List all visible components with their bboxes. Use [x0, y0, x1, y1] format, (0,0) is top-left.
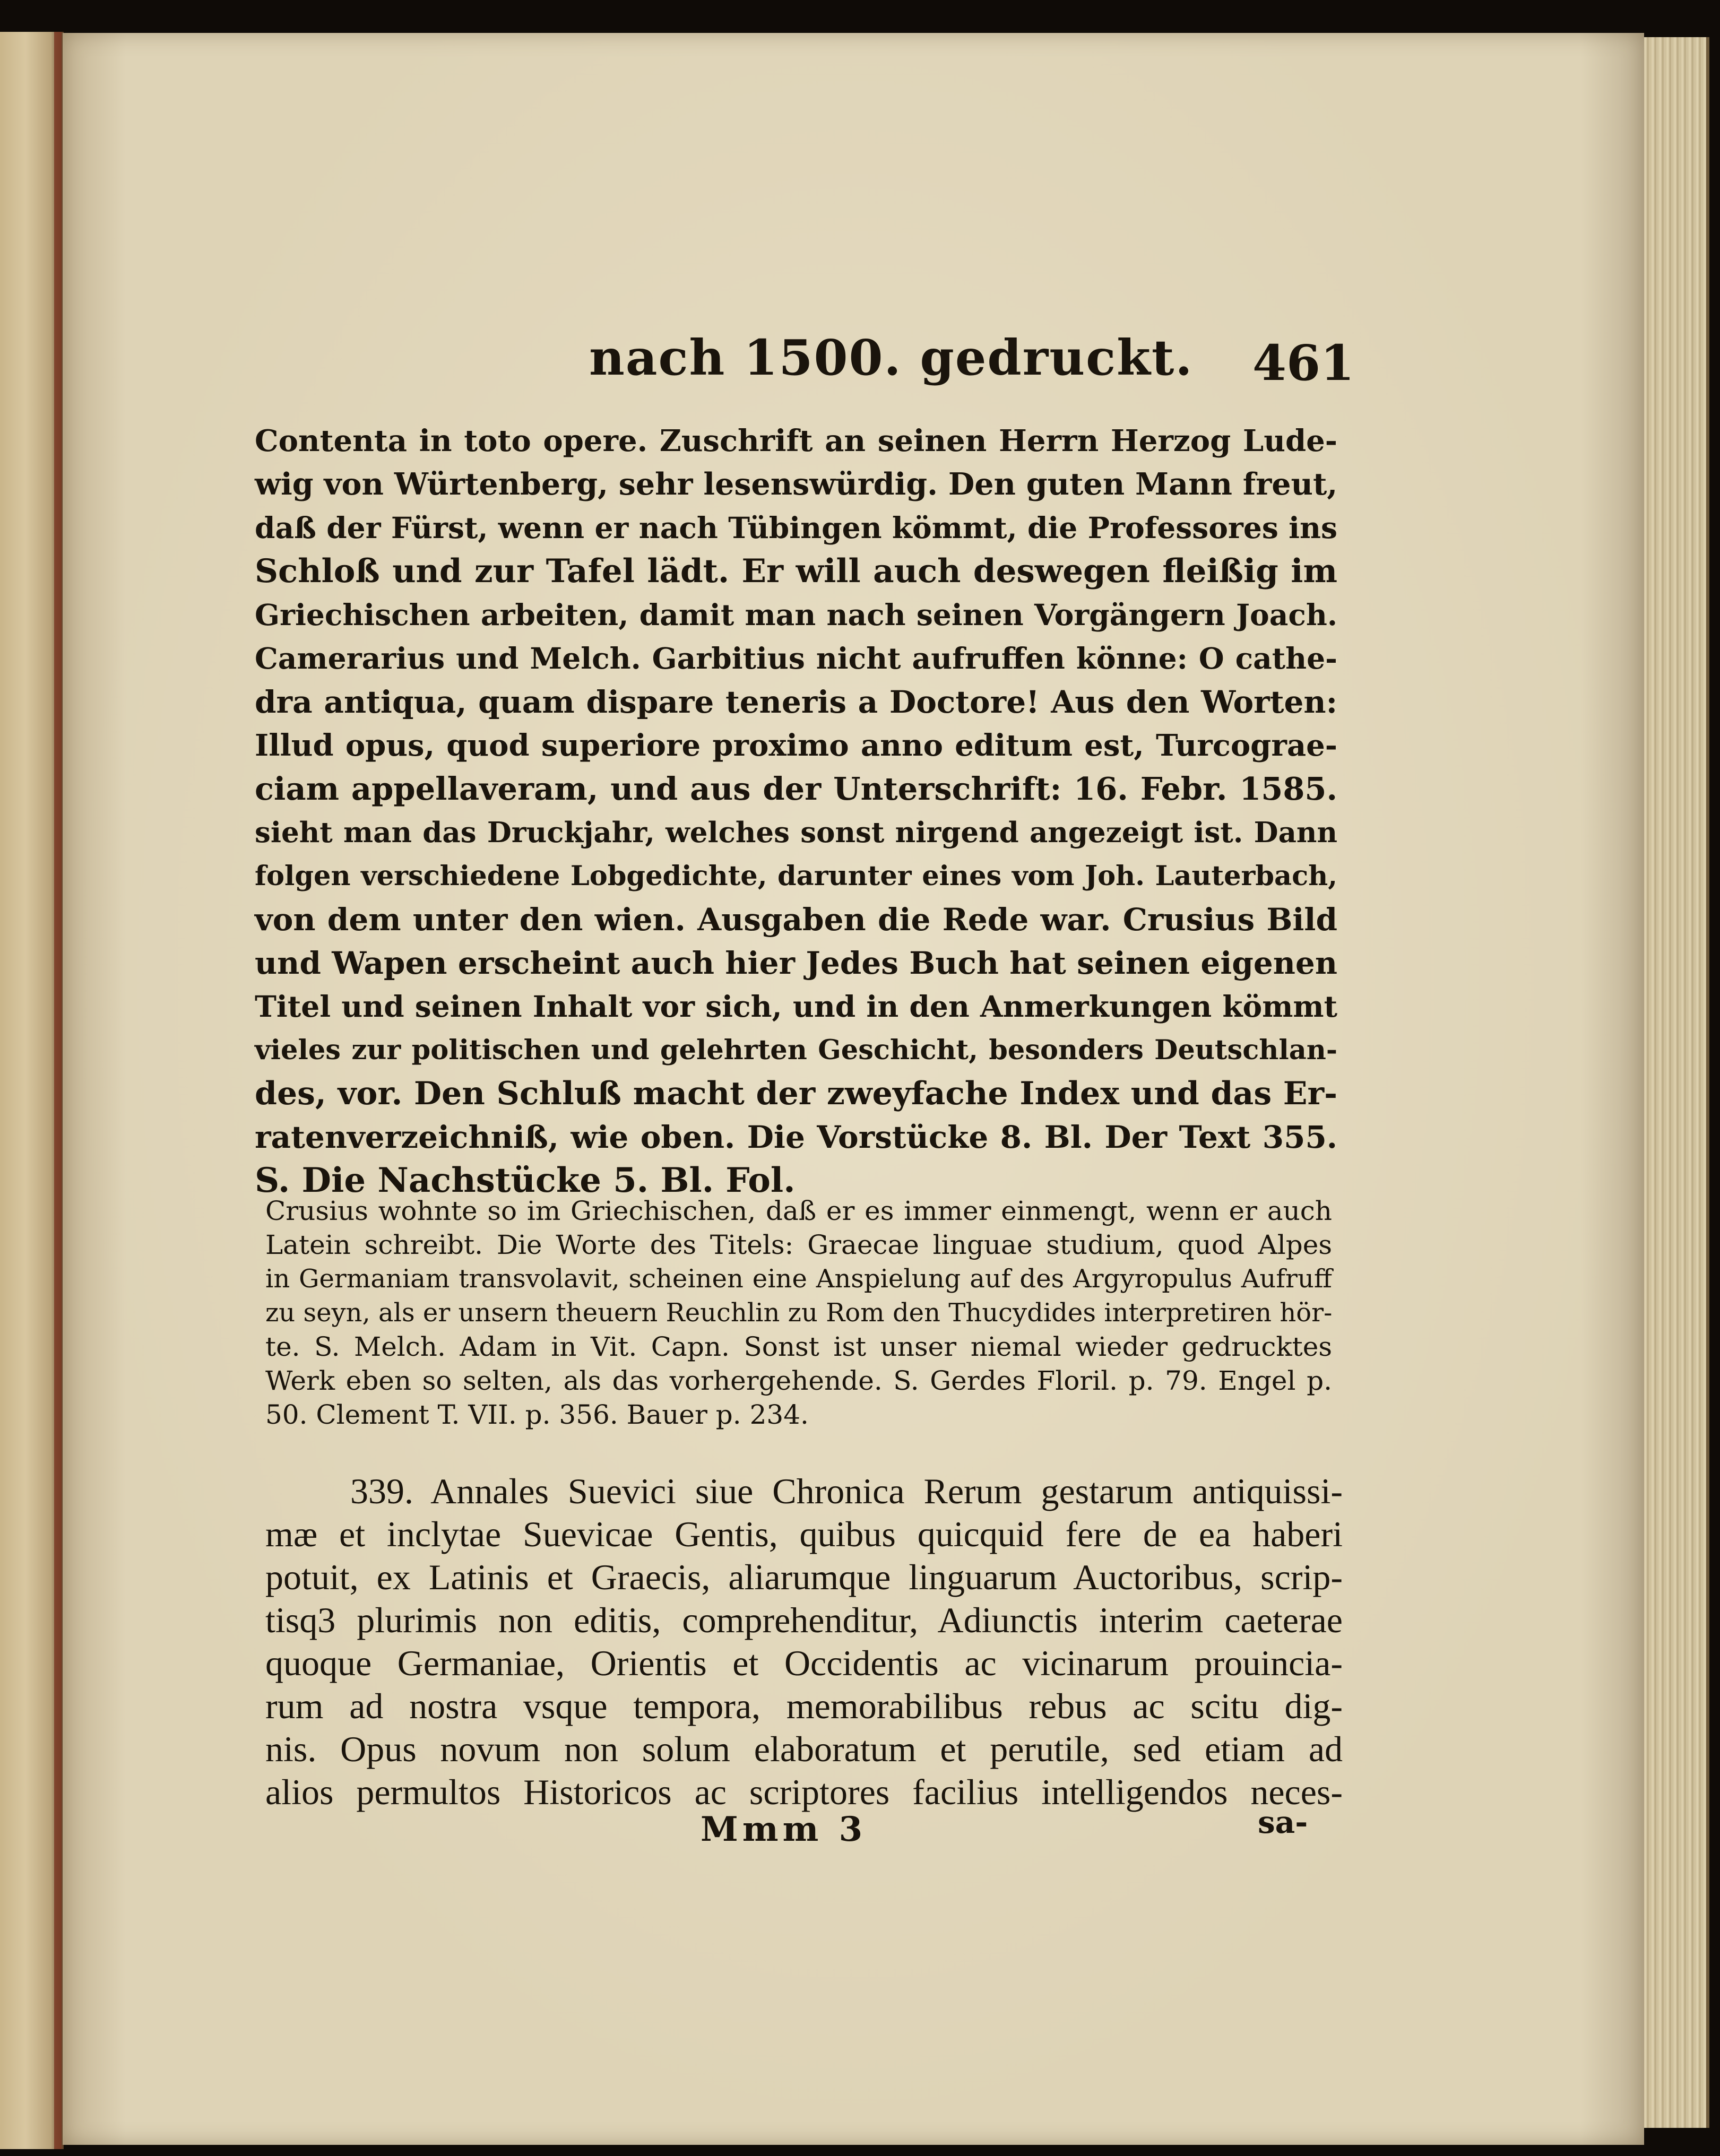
- text-line: folgen verschiedene Lobgedichte, darunter eines vom Joh. Lauterbach,: [255, 860, 1337, 892]
- page-stack-edge: [1643, 37, 1709, 2128]
- entry-line: potuit, ex Latinis et Graecis, aliarumque linguarum Auctoribus, scrip-: [265, 1557, 1343, 1597]
- entry-line: tisq3 plurimis non editis, comprehenditur, Adiunctis interim caeterae: [265, 1600, 1343, 1640]
- text-line: Illud opus, quod superiore proximo anno editum est, Turcograe-: [255, 728, 1337, 763]
- text-line: von dem unter den wien. Ausgaben die Rede war. Crusius Bild: [255, 902, 1337, 938]
- footnote-line: Latein schreibt. Die Worte des Titels: Graecae linguae studium, quod Alpes: [265, 1229, 1332, 1260]
- catchword: sa-: [1258, 1804, 1308, 1840]
- text-line: und Wapen erscheint auch hier Jedes Buch hat seinen eigenen: [255, 945, 1337, 981]
- catalogue-entry: [265, 1470, 1343, 1814]
- text-line: Schloß und zur Tafel lädt. Er will auch deswegen fleißig im: [255, 552, 1337, 590]
- text-line: sieht man das Druckjahr, welches sonst nirgend angezeigt ist. Dann: [255, 816, 1337, 849]
- entry-line: quoque Germaniae, Orientis et Occidentis ac vicinarum prouincia-: [265, 1643, 1343, 1683]
- footnote-line: in Germaniam transvolavit, scheinen eine Anspielung auf des Argyropulus Aufruff: [265, 1264, 1332, 1294]
- footnote-line: 50. Clement T. VII. p. 356. Bauer p. 234.: [265, 1399, 809, 1430]
- text-line: daß der Fürst, wenn er nach Tübingen kömmt, die Professores ins: [255, 510, 1337, 545]
- entry-line: nis. Opus novum non solum elaboratum et perutile, sed etiam ad: [265, 1729, 1343, 1769]
- footnote: [265, 1194, 1332, 1432]
- text-line: Titel und seinen Inhalt vor sich, und in den Anmerkungen kömmt: [255, 989, 1337, 1024]
- footnote-line: Werk eben so selten, als das vorhergehende. S. Gerdes Floril. p. 79. Engel p.: [265, 1365, 1332, 1396]
- text-line: des, vor. Den Schluß macht der zweyfache Index und das Er-: [255, 1075, 1337, 1112]
- entry-line: rum ad nostra vsque tempora, memorabilibus rebus ac scitu dig-: [265, 1686, 1343, 1726]
- footnote-line: te. S. Melch. Adam in Vit. Capn. Sonst ist unser niemal wieder gedrucktes: [265, 1331, 1332, 1362]
- page-number: 461: [1252, 334, 1355, 392]
- footnote-line: zu seyn, als er unsern theuern Reuchlin zu Rom den Thucydides interpretiren hör-: [265, 1298, 1333, 1328]
- text-line: Camerarius und Melch. Garbitius nicht aufruffen könne: O cathe-: [255, 641, 1337, 676]
- left-page-edge: [0, 32, 64, 2149]
- text-line: dra antiqua, quam dispare teneris a Doctore! Aus den Worten:: [255, 684, 1337, 720]
- running-header: nach 1500. gedruckt.: [589, 329, 1194, 386]
- text-line: Contenta in toto opere. Zuschrift an seinen Herrn Herzog Lude-: [255, 423, 1337, 458]
- text-line: Griechischen arbeiten, damit man nach seinen Vorgängern Joach.: [255, 598, 1337, 632]
- main-text: [255, 419, 1337, 1202]
- entry-line: alios permultos Historicos ac scriptores facilius intelligendos neces-: [265, 1772, 1343, 1812]
- text-line: vieles zur politischen und gelehrten Geschicht, besonders Deutschlan-: [255, 1034, 1337, 1066]
- text-line: ciam appellaveram, und aus der Unterschrift: 16. Febr. 1585.: [255, 770, 1337, 807]
- text-line: wig von Würtenberg, sehr lesenswürdig. Den guten Mann freut,: [255, 466, 1338, 502]
- text-line: S. Die Nachstücke 5. Bl. Fol.: [255, 1161, 796, 1200]
- signature-mark: Mmm 3: [701, 1809, 867, 1849]
- entry-line: 339. Annales Suevici siue Chronica Rerum gestarum antiquissi-: [350, 1471, 1343, 1511]
- text-line: ratenverzeichniß, wie oben. Die Vorstücke 8. Bl. Der Text 355.: [255, 1119, 1337, 1155]
- entry-line: mæ et inclytae Suevicae Gentis, quibus quicquid fere de ea haberi: [265, 1514, 1343, 1554]
- footnote-line: Crusius wohnte so im Griechischen, daß er es immer einmengt, wenn er auch: [265, 1196, 1332, 1226]
